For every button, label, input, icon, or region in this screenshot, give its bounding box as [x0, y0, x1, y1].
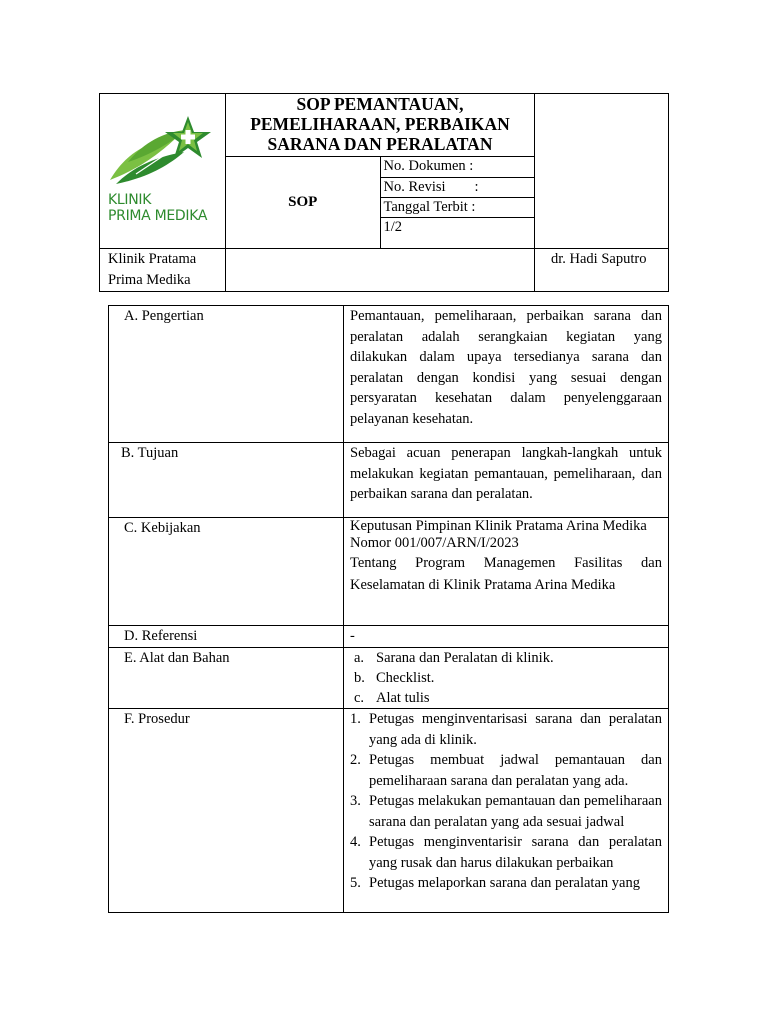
list-item-text: Sarana dan Peralatan di klinik. [376, 650, 554, 666]
section-text: Pemantauan, pemeliharaan, perbaikan sarana dan peralatan adalah serangkaian kegiatan yang dilakukan dalam upaya tersedianya sarana dan peralatan dengan kondisi yang sesuai dengan persyaratan kesehatan dalam penyelenggaraan pelayanan kesehatan. [344, 306, 669, 443]
list-marker: 4. [350, 834, 361, 850]
list-item [350, 873, 662, 894]
logo-text-line1: KLINIK [108, 192, 152, 208]
document-title [226, 94, 535, 157]
doctor-name: dr. Hadi Saputro [535, 249, 669, 292]
list-marker: 1. [350, 711, 361, 727]
section-text: - [344, 626, 669, 648]
section-row-kebijakan [109, 518, 669, 626]
list-item-text: Petugas menginventarisasi sarana dan peralatan yang ada di klinik. [369, 711, 662, 748]
list-marker: c. [354, 690, 365, 706]
list-item-text: Checklist. [376, 670, 435, 686]
list-item [350, 709, 662, 750]
policy-line-2: Nomor 001/007/ARN/I/2023 [350, 535, 519, 551]
clinic-name-line1: Klinik Pratama [108, 251, 197, 267]
section-text [344, 518, 669, 626]
section-label: E. Alat dan Bahan [109, 648, 344, 709]
section-row-alat-bahan [109, 648, 669, 709]
list-item [350, 791, 662, 832]
section-list [344, 648, 669, 709]
logo-wordmark [108, 192, 207, 224]
section-row-pengertian [109, 306, 669, 443]
title-line-3: SARANA DAN PERALATAN [267, 134, 493, 154]
policy-line-3: Tentang Program Managemen Fasilitas dan Keselamatan di Klinik Pratama Arina Medika [350, 555, 662, 593]
section-row-prosedur [109, 709, 669, 913]
tanggal-terbit-field: Tanggal Terbit : [380, 198, 535, 218]
sop-content-table [108, 305, 669, 913]
list-item-text: Petugas melaporkan sarana dan peralatan yang [369, 875, 640, 891]
list-item [350, 648, 662, 668]
title-line-1: SOP PEMANTAUAN, [296, 94, 464, 114]
no-revisi-field: No. Revisi : [380, 178, 535, 198]
list-item [350, 688, 662, 708]
section-row-referensi [109, 626, 669, 648]
section-label: D. Referensi [109, 626, 344, 648]
section-label: F. Prosedur [109, 709, 344, 913]
list-marker: 5. [350, 875, 361, 891]
blank-footer-cell [226, 249, 535, 292]
materials-list [350, 648, 662, 708]
list-item-text: Alat tulis [376, 690, 430, 706]
list-item-text: Petugas menginventarisir sarana dan peralatan yang rusak dan harus dilakukan perbaikan [369, 834, 662, 871]
no-dokumen-field: No. Dokumen : [380, 157, 535, 178]
clinic-name-line2: Prima Medika [108, 272, 191, 288]
list-item [350, 832, 662, 873]
title-line-2: PEMELIHARAAN, PERBAIKAN [250, 114, 510, 134]
procedure-list [350, 709, 662, 894]
logo-text-line2: PRIMA MEDIKA [108, 208, 208, 224]
logo-cell [100, 94, 226, 249]
sop-label: SOP [226, 157, 381, 249]
clinic-name [100, 249, 226, 292]
section-label: C. Kebijakan [109, 518, 344, 626]
blank-right-cell [535, 94, 669, 249]
section-list [344, 709, 669, 913]
section-label: A. Pengertian [109, 306, 344, 443]
list-item [350, 668, 662, 688]
list-marker: b. [354, 670, 365, 686]
list-marker: 2. [350, 752, 361, 768]
sop-header-table [99, 93, 669, 292]
prima-medika-logo-icon [106, 112, 218, 192]
page-number-field: 1/2 [380, 218, 535, 249]
policy-line-1: Keputusan Pimpinan Klinik Pratama Arina Medika [350, 518, 647, 534]
section-row-tujuan [109, 443, 669, 518]
list-marker: a. [354, 650, 365, 666]
list-marker: 3. [350, 793, 361, 809]
section-label: B. Tujuan [109, 443, 344, 518]
section-text: Sebagai acuan penerapan langkah-langkah untuk melakukan kegiatan pemantauan, pemeliharaan, dan perbaikan sarana dan peralatan. [344, 443, 669, 518]
list-item [350, 750, 662, 791]
list-item-text: Petugas membuat jadwal pemantauan dan pemeliharaan sarana dan peralatan yang ada. [369, 752, 662, 789]
list-item-text: Petugas melakukan pemantauan dan pemeliharaan sarana dan peralatan yang ada sesuai jadwal [369, 793, 662, 830]
